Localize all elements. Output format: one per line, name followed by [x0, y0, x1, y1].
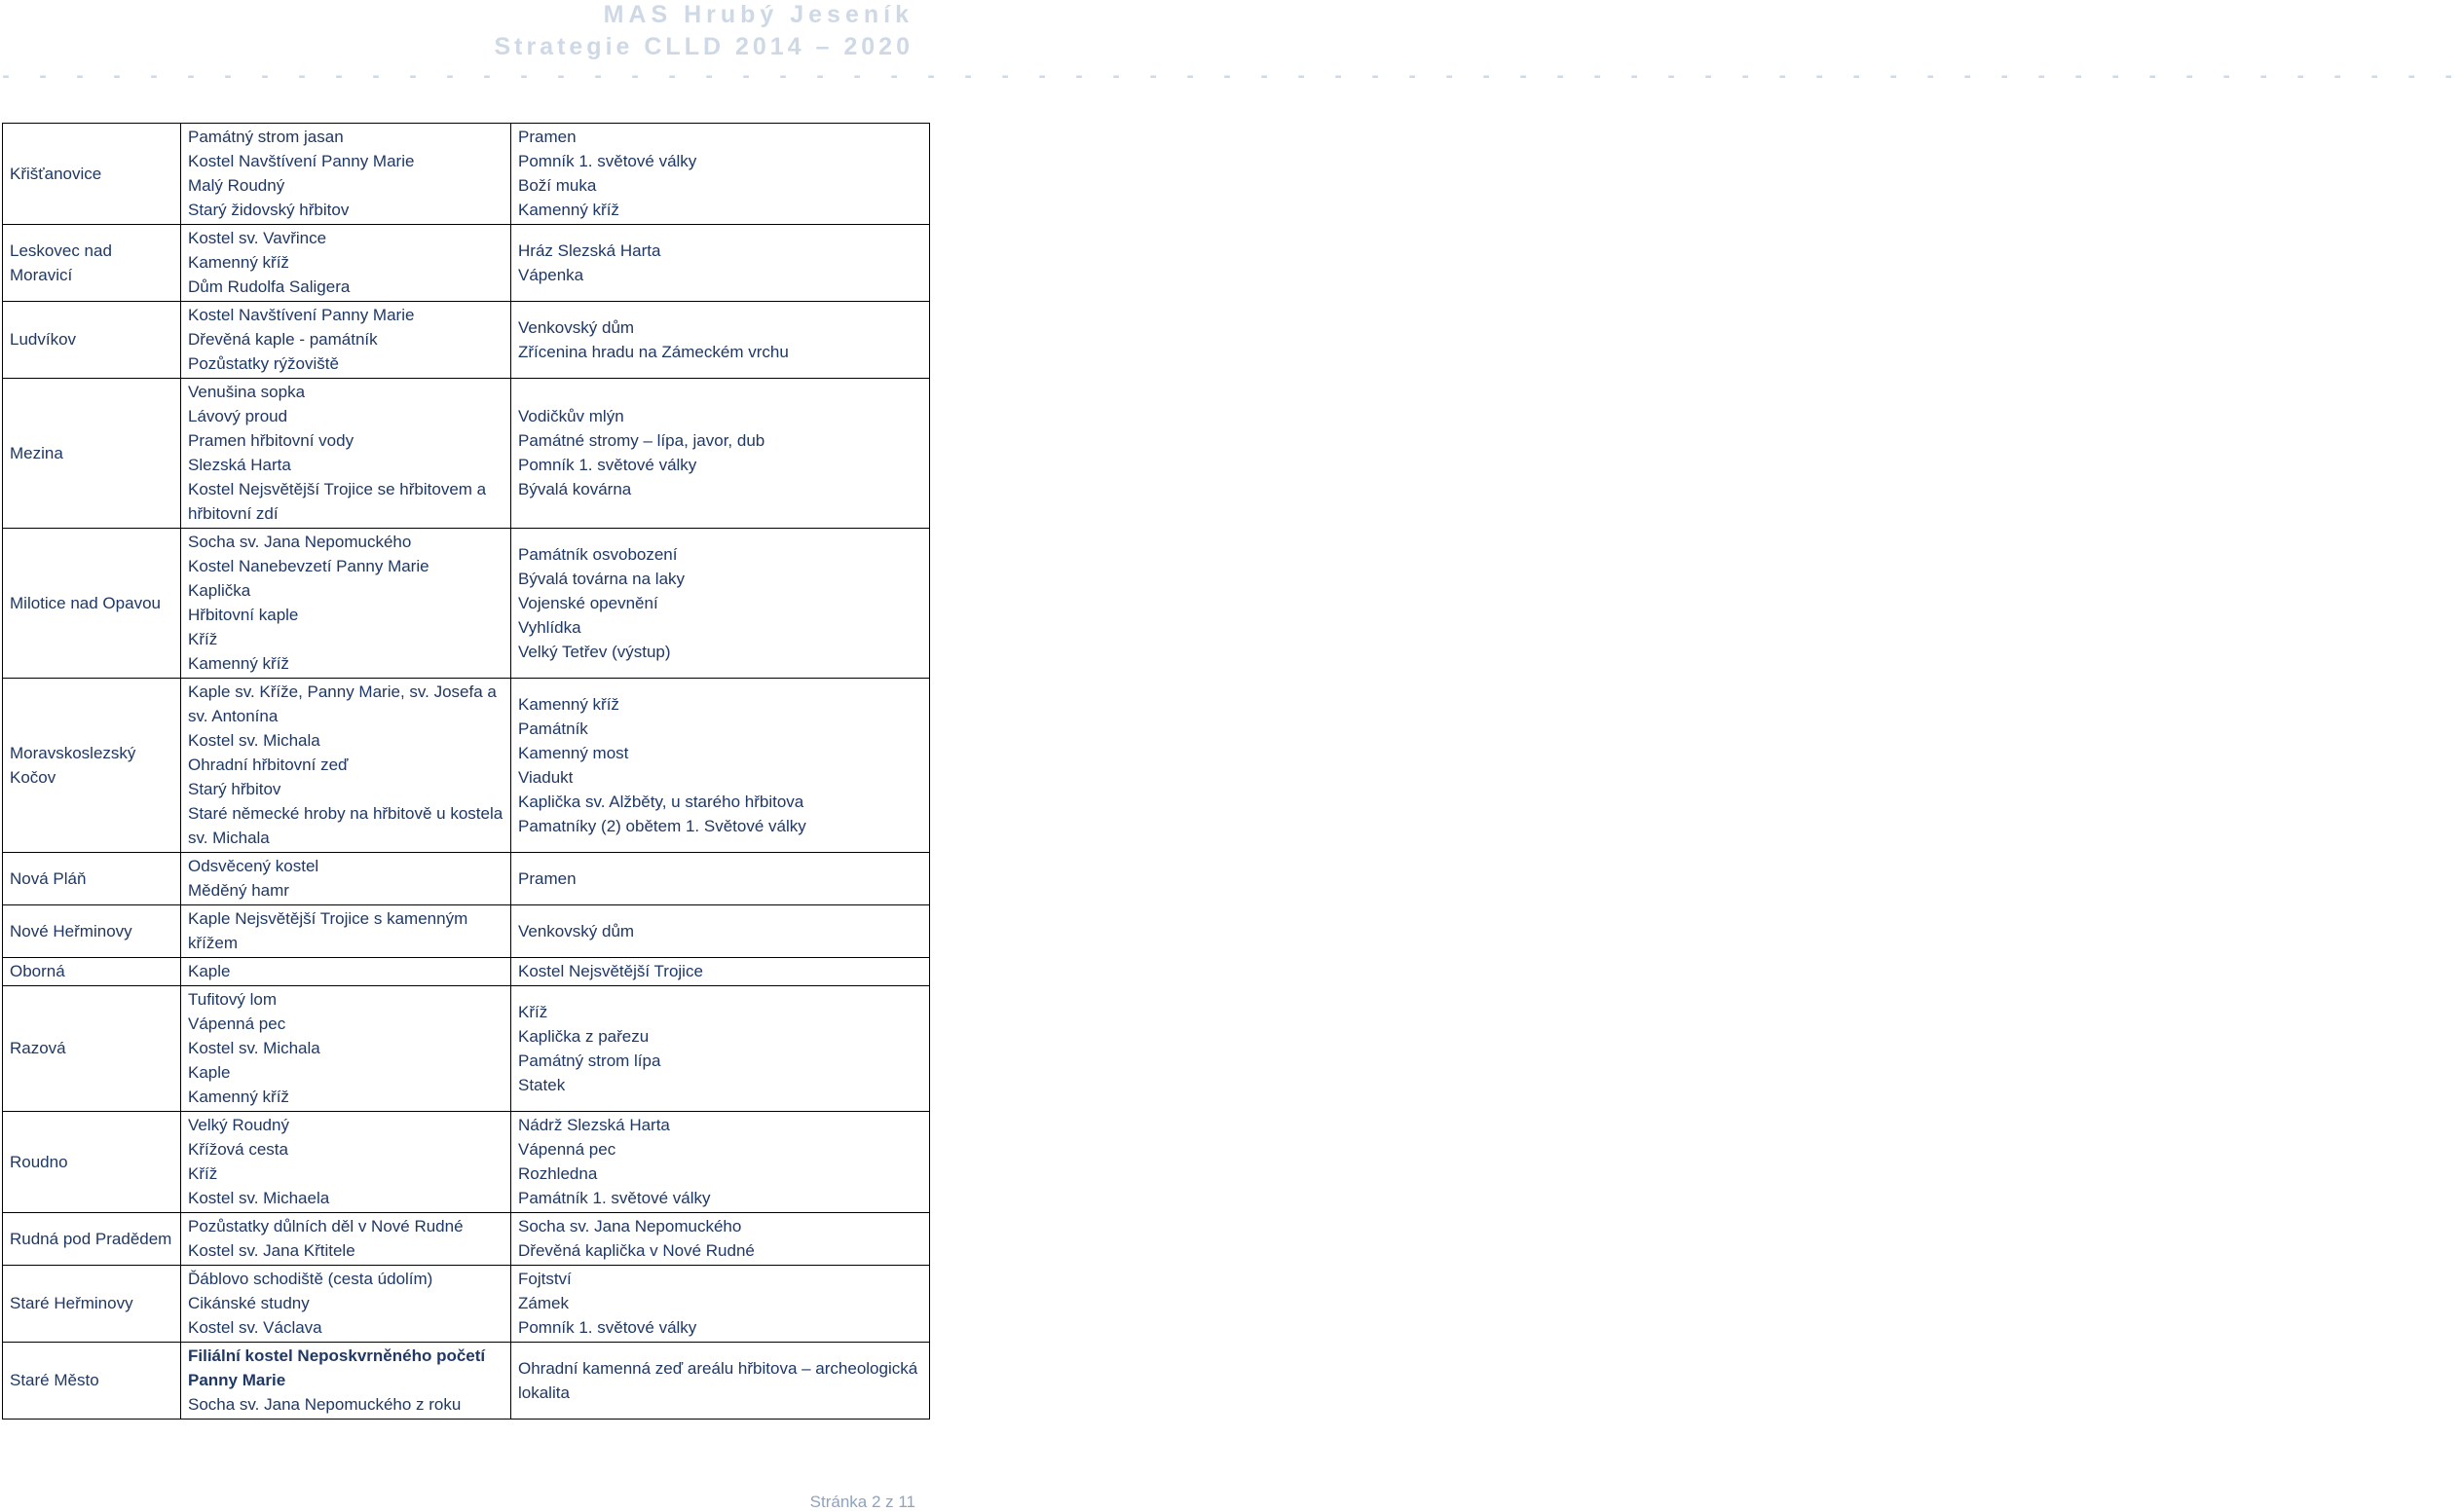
other-sight-item: Památník 1. světové války [518, 1189, 711, 1207]
sights-cell [181, 853, 511, 905]
other-sights-cell [511, 853, 930, 905]
table-row [3, 853, 930, 905]
other-sight-item: Kamenný kříž [518, 694, 619, 714]
sights-cell [181, 958, 511, 986]
municipality-cell: Nové Heřminovy [3, 905, 181, 958]
municipality-cell: Mezina [3, 379, 181, 529]
sight-item: Památný strom jasan [188, 128, 344, 146]
sight-item: Venušina sopka [188, 383, 306, 401]
other-sight-item: Venkovský dům [518, 317, 635, 337]
sight-item: Cikánské studny [188, 1294, 310, 1312]
other-sight-item: Památné stromy – lípa, javor, dub [518, 431, 765, 450]
sight-item: Malý Roudný [188, 176, 285, 195]
sights-cell [181, 124, 511, 225]
other-sight-item: Památník osvobození [518, 544, 678, 564]
other-sight-item: Vodičkův mlýn [518, 407, 624, 425]
sight-item: Socha sv. Jana Nepomuckého z roku [188, 1395, 462, 1414]
sight-item: Kamenný kříž [188, 253, 289, 272]
sights-cell [181, 302, 511, 379]
table-row [3, 1213, 930, 1266]
sight-item: Kostel Nanebevzetí Panny Marie [188, 557, 429, 575]
other-sight-item: Rozhledna [518, 1164, 598, 1183]
sight-item: Slezská Harta [188, 456, 291, 474]
other-sight-item: Velký Tetřev (výstup) [518, 642, 671, 661]
sight-item: Starý židovský hřbitov [188, 201, 350, 219]
sight-item: Kostel sv. Vavřince [188, 229, 327, 247]
other-sight-item: Fojtství [518, 1270, 572, 1288]
other-sight-item: Nádrž Slezská Harta [518, 1116, 670, 1134]
sights-cell [181, 225, 511, 302]
sight-item: Kostel Navštívení Panny Marie [188, 306, 415, 324]
sight-item: Kaple Nejsvětější Trojice s kamenným křížem [188, 909, 468, 952]
sight-item: Měděný hamr [188, 881, 289, 900]
sights-cell [181, 1343, 511, 1420]
sight-item: Kostel sv. Michala [188, 731, 320, 750]
other-sight-item: Boží muka [518, 176, 597, 195]
other-sight-item: Statek [518, 1075, 566, 1094]
other-sight-item: Pomník 1. světové války [518, 456, 697, 474]
sight-item: Kříž [188, 1164, 218, 1183]
table-row [3, 379, 930, 529]
municipality-cell: Moravskoslezský Kočov [3, 679, 181, 853]
page-number: Stránka 2 z 11 [809, 1493, 915, 1511]
other-sight-item: Kaplička sv. Alžběty, u starého hřbitova [518, 792, 804, 811]
other-sight-item: Vojenské opevnění [518, 593, 658, 612]
sight-item: Staré německé hroby na hřbitově u kostela sv. Michala [188, 804, 503, 847]
table-row [3, 679, 930, 853]
sights-cell [181, 1266, 511, 1343]
other-sight-item: Venkovský dům [518, 921, 635, 940]
table-row [3, 958, 930, 986]
other-sight-item: Pramen [518, 868, 577, 888]
other-sight-item: Vyhlídka [518, 617, 581, 637]
table-row [3, 529, 930, 679]
sights-cell [181, 1112, 511, 1213]
other-sight-item: Zámek [518, 1294, 569, 1312]
sight-item: Tufitový lom [188, 990, 278, 1009]
sights-cell [181, 1213, 511, 1266]
sight-item: Kaplička [188, 581, 251, 600]
sight-item: Kostel sv. Jana Křtitele [188, 1241, 355, 1260]
sight-item: Odsvěcený kostel [188, 857, 319, 875]
municipality-cell: Ludvíkov [3, 302, 181, 379]
other-sight-item: Zřícenina hradu na Zámeckém vrchu [518, 342, 789, 361]
other-sight-item: Pomník 1. světové války [518, 152, 697, 170]
sight-item: Kostel sv. Michaela [188, 1189, 330, 1207]
other-sights-cell [511, 986, 930, 1112]
table-row [3, 1112, 930, 1213]
sight-item: Ohradní hřbitovní zeď [188, 756, 349, 774]
sight-item: Velký Roudný [188, 1116, 289, 1134]
table-row [3, 1343, 930, 1420]
other-sight-item: Památník [518, 719, 588, 738]
other-sight-item: Památný strom lípa [518, 1051, 661, 1070]
other-sight-item: Kostel Nejsvětější Trojice [518, 962, 703, 980]
sight-item: Kaple [188, 1063, 231, 1082]
other-sights-cell [511, 302, 930, 379]
other-sights-cell [511, 1213, 930, 1266]
sights-cell [181, 679, 511, 853]
header-title: MAS Hrubý Jeseník [603, 1, 914, 28]
other-sights-cell [511, 679, 930, 853]
sights-table [2, 123, 930, 1420]
sight-item: Starý hřbitov [188, 780, 281, 798]
other-sight-item: Pramen [518, 128, 577, 146]
sight-item: Kříž [188, 630, 218, 648]
sight-item: Vápenná pec [188, 1014, 286, 1033]
sight-item: Kamenný kříž [188, 1088, 289, 1106]
sight-item: Dřevěná kaple - památník [188, 330, 378, 349]
sight-item: Kaple sv. Kříže, Panny Marie, sv. Josefa a sv. Antonína [188, 682, 497, 725]
sight-item: Pozůstatky rýžoviště [188, 354, 339, 373]
other-sight-item: Socha sv. Jana Nepomuckého [518, 1217, 742, 1235]
table-row [3, 302, 930, 379]
municipality-cell: Nová Pláň [3, 853, 181, 905]
sight-item: Kostel Navštívení Panny Marie [188, 152, 415, 170]
table-row [3, 986, 930, 1112]
municipality-cell: Křišťanovice [3, 124, 181, 225]
sight-item: Socha sv. Jana Nepomuckého [188, 533, 412, 551]
sight-item: Kamenný kříž [188, 654, 289, 673]
page-header [494, 0, 914, 62]
other-sight-item: Kříž [518, 1002, 548, 1021]
table-row [3, 905, 930, 958]
other-sight-item: Kamenný kříž [518, 201, 619, 219]
municipality-cell: Staré Město [3, 1343, 181, 1420]
municipality-cell: Leskovec nad Moravicí [3, 225, 181, 302]
municipality-cell: Roudno [3, 1112, 181, 1213]
sight-item: Ďáblovo schodiště (cesta údolím) [188, 1270, 433, 1288]
other-sights-cell [511, 905, 930, 958]
other-sight-item: Dřevěná kaplička v Nové Rudné [518, 1241, 755, 1260]
sight-item: Pramen hřbitovní vody [188, 431, 354, 450]
other-sight-item: Bývalá kovárna [518, 480, 632, 498]
other-sights-cell [511, 1266, 930, 1343]
municipality-cell: Milotice nad Opavou [3, 529, 181, 679]
sights-cell [181, 986, 511, 1112]
other-sights-cell [511, 1112, 930, 1213]
sight-item-bold: Filiální kostel Neposkvrněného početí Panny Marie [188, 1346, 486, 1389]
other-sight-item: Vápenná pec [518, 1140, 616, 1159]
municipality-cell: Staré Heřminovy [3, 1266, 181, 1343]
sight-item: Kaple [188, 962, 231, 980]
table-row [3, 124, 930, 225]
other-sights-cell [511, 379, 930, 529]
other-sight-item: Viadukt [518, 767, 574, 787]
table-row [3, 225, 930, 302]
other-sight-item: Bývalá továrna na laky [518, 569, 686, 588]
municipality-cell: Razová [3, 986, 181, 1112]
other-sight-item: Pamatníky (2) obětem 1. Světové války [518, 816, 806, 835]
other-sight-item: Vápenka [518, 265, 584, 284]
sights-cell [181, 529, 511, 679]
sight-item: Hřbitovní kaple [188, 606, 299, 624]
sight-item: Kostel sv. Václava [188, 1318, 322, 1337]
sight-item: Kostel Nejsvětější Trojice se hřbitovem a hřbitovní zdí [188, 480, 487, 523]
other-sights-cell [511, 124, 930, 225]
sight-item: Pozůstatky důlních děl v Nové Rudné [188, 1217, 464, 1235]
other-sight-item: Hráz Slezská Harta [518, 240, 661, 260]
sight-item: Lávový proud [188, 407, 288, 425]
table-row [3, 1266, 930, 1343]
other-sights-cell [511, 225, 930, 302]
other-sights-cell [511, 529, 930, 679]
header-dashed-rule: - - - - - - - - - - - - - - - - - - - - - - - - - - - - - - - - - - - - - - - - - - - - - - - - - - - - - - - - - - - - - - - - - - - [0, 66, 2461, 89]
other-sight-item: Kaplička z pařezu [518, 1026, 650, 1046]
sights-cell [181, 379, 511, 529]
other-sights-cell [511, 1343, 930, 1420]
header-subtitle: Strategie CLLD 2014 – 2020 [494, 33, 914, 60]
sight-item: Křížová cesta [188, 1140, 288, 1159]
sight-item: Dům Rudolfa Saligera [188, 277, 351, 296]
other-sight-item: Pomník 1. světové války [518, 1318, 697, 1337]
other-sight-item: Kamenný most [518, 743, 629, 762]
sight-item: Kostel sv. Michala [188, 1039, 320, 1057]
sights-cell [181, 905, 511, 958]
municipality-cell: Oborná [3, 958, 181, 986]
other-sights-cell [511, 958, 930, 986]
other-sight-item: Ohradní kamenná zeď areálu hřbitova – archeologická lokalita [518, 1358, 918, 1402]
municipality-cell: Rudná pod Pradědem [3, 1213, 181, 1266]
